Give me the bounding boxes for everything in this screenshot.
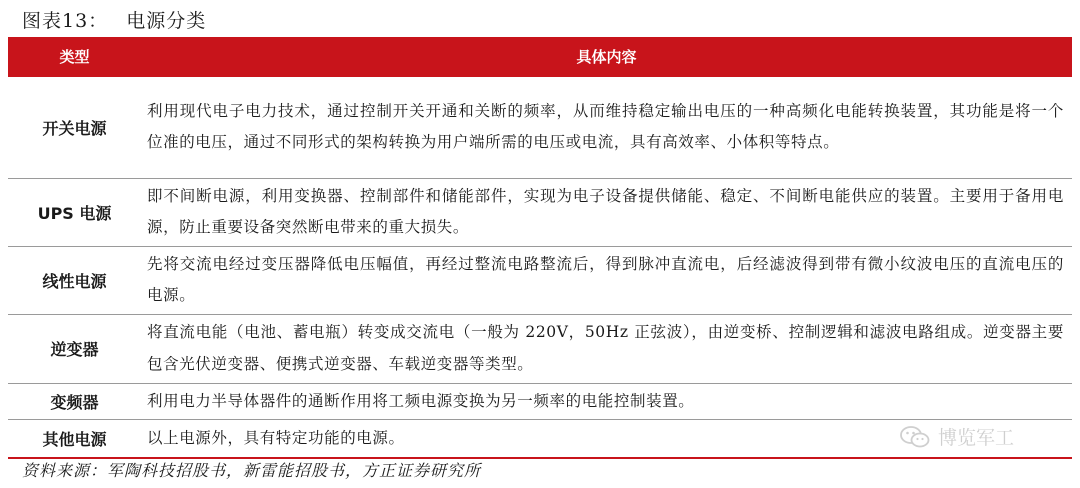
row-content: 利用现代电子电力技术，通过控制开关开通和关断的频率，从而维持稳定输出电压的一种高频化电能转换装置，其功能是将一个位准的电压，通过不同形式的架构转换为用户端所需的电压或电流，具有高效率、小体积等特点。 [141,76,1072,178]
watermark [900,423,1014,450]
power-types-table [8,37,1072,459]
row-content: 以上电源外，具有特定功能的电源。 [141,420,1072,458]
table-row [8,76,1072,178]
row-type: UPS 电源 [8,178,141,246]
figure-title [22,6,206,33]
table-row [8,246,1072,314]
table-row [8,383,1072,420]
header-type: 类型 [8,37,141,76]
row-content: 即不间断电源，利用变换器、控制部件和储能部件，实现为电子设备提供储能、稳定、不间断电能供应的装置。主要用于备用电源，防止重要设备突然断电带来的重大损失。 [141,178,1072,246]
source-note: 资料来源：军陶科技招股书，新雷能招股书，方正证券研究所 [22,461,482,480]
table-row [8,314,1072,383]
row-content: 利用电力半导体器件的通断作用将工频电源变换为另一频率的电能控制装置。 [141,383,1072,420]
table-row [8,178,1072,246]
row-content: 先将交流电经过变压器降低电压幅值，再经过整流电路整流后，得到脉冲直流电，后经滤波得到带有微小纹波电压的直流电压的电源。 [141,246,1072,314]
row-type: 其他电源 [8,420,141,458]
row-type: 线性电源 [8,246,141,314]
row-type: 变频器 [8,383,141,420]
row-type: 逆变器 [8,314,141,383]
header-content: 具体内容 [141,37,1072,76]
watermark-text: 博览军工 [938,427,1015,449]
figure-number: 图表13： [22,10,109,32]
row-type: 开关电源 [8,76,141,178]
wechat-icon [900,425,930,449]
table-header-row [8,37,1072,76]
row-content: 将直流电能（电池、蓄电瓶）转变成交流电（一般为 220V，50Hz 正弦波），由逆变桥、控制逻辑和滤波电路组成。逆变器主要包含光伏逆变器、便携式逆变器、车载逆变器等类型。 [141,314,1072,383]
figure-caption: 电源分类 [126,10,207,32]
